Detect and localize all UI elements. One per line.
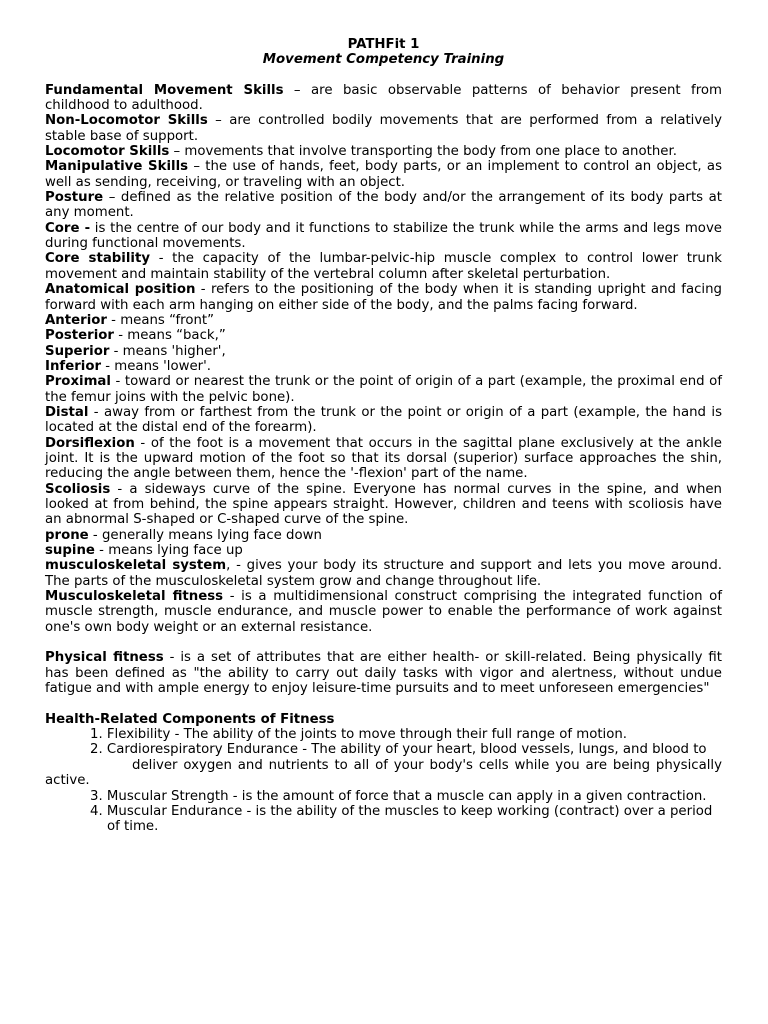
definition-item <box>45 543 722 558</box>
definition-term: Musculoskeletal fitness <box>45 589 224 605</box>
definition-item <box>45 528 722 543</box>
definition-item <box>45 221 722 252</box>
definition-item <box>45 144 722 159</box>
definition-item <box>45 558 722 589</box>
definition-text: - away from or farthest from the trunk or the point or origin of a part (example, the hand is located at the distal end of the forearm). <box>45 404 722 436</box>
definition-term: Fundamental Movement Skills <box>45 82 284 98</box>
definition-item <box>45 436 722 482</box>
definition-term: Posterior <box>45 328 114 344</box>
definition-term: musculoskeletal system <box>45 558 227 574</box>
definition-text: - is a multidimensional construct comprising the integrated function of muscle strength, muscle endurance, and muscle power to enable the performance of work against one's own body weight or an external resistance. <box>45 589 722 635</box>
physical-fitness-paragraph <box>45 650 722 696</box>
definition-text: - means “front” <box>106 312 215 328</box>
definition-term: Manipulative Skills <box>45 159 189 175</box>
list-item: 1. Flexibility - The ability of the joints to move through their full range of motion. <box>90 727 628 743</box>
spacer <box>45 696 722 711</box>
definition-term: Scoliosis <box>45 481 111 497</box>
definitions-list <box>45 83 722 635</box>
definition-item <box>45 344 722 359</box>
definition-term: Locomotor Skills <box>45 144 170 160</box>
definition-item <box>45 374 722 405</box>
list-item: 4. Muscular Endurance - is the ability of the muscles to keep working (contract) over a period <box>90 803 713 819</box>
definition-item <box>45 328 722 343</box>
definition-text: - means 'higher', <box>109 343 226 359</box>
definition-text: is the centre of our body and it functions to stabilize the trunk while the arms and legs move during functional movements. <box>45 220 722 252</box>
definition-term: Superior <box>45 343 110 359</box>
list-item-continuation: of time. <box>107 819 159 835</box>
list-item: 3. Muscular Strength - is the amount of force that a muscle can apply in a given contraction. <box>90 788 707 804</box>
definition-term: Core stability <box>45 251 151 267</box>
definition-term: supine <box>45 543 95 558</box>
definition-item <box>45 405 722 436</box>
definition-item <box>45 251 722 282</box>
section-heading: Health-Related Components of Fitness <box>45 711 335 727</box>
definition-term: Distal <box>45 404 89 420</box>
document-subtitle: Movement Competency Training <box>262 52 505 68</box>
definition-item <box>45 359 722 374</box>
definition-term: Posture <box>45 190 104 206</box>
definition-item <box>45 282 722 313</box>
definition-text: - means “back,” <box>113 328 226 344</box>
definition-text: - means 'lower'. <box>101 358 212 374</box>
list-item: 2. Cardiorespiratory Endurance - The ability of your heart, blood vessels, lungs, and blood to <box>90 742 707 758</box>
definition-term: prone <box>45 527 89 543</box>
definition-item <box>45 113 722 144</box>
definition-text: - is a set of attributes that are either health- or skill-related. Being physically fit has been defined as "the ability to carry out daily tasks with vigor and alertness, without undue fatigue and with ample energy to enjoy leisure-time pursuits and to meet unforeseen emergencies" <box>45 650 723 697</box>
definition-text: – are basic observable patterns of behavior present from childhood to adulthood. <box>45 82 722 114</box>
definition-term: Proximal <box>45 374 111 390</box>
definition-text: - of the foot is a movement that occurs in the sagittal plane exclusively at the ankle joint. It is the upward motion of the foot so that its dorsal (superior) surface approaches the shin, reducing the angle between them, hence the '-flexion' part of the name. <box>45 435 722 482</box>
definition-text: – are controlled bodily movements that are performed from a relatively stable base of support. <box>45 113 722 144</box>
spacer <box>45 635 722 650</box>
definition-item <box>45 482 722 528</box>
definition-term: Dorsiflexion <box>45 435 135 451</box>
definition-term: Core - <box>45 220 91 236</box>
definition-term: Inferior <box>45 358 102 374</box>
definition-item <box>45 313 722 328</box>
definition-text: - refers to the positioning of the body when it is standing upright and facing forward with each arm hanging on either side of the body, and the palms facing forward. <box>45 282 722 313</box>
definition-text: - toward or nearest the trunk or the point of origin of a part (example, the proximal end of the femur joins with the pelvic bone). <box>45 374 722 405</box>
definition-text: - means lying face up <box>94 543 243 558</box>
definition-text: , - gives your body its structure and support and lets you move around. The parts of the musculoskeletal system grow and change throughout life. <box>45 558 722 589</box>
document-page <box>45 37 722 835</box>
definition-term: Anterior <box>45 312 107 328</box>
definition-item <box>45 159 722 190</box>
definition-term: Anatomical position <box>45 282 196 298</box>
list-item-continuation: deliver oxygen and nutrients to all of your body's cells while you are being physically active. <box>45 757 722 789</box>
definition-text: – the use of hands, feet, body parts, or an implement to control an object, as well as sending, receiving, or traveling with an object. <box>45 159 723 190</box>
definition-item <box>45 190 722 221</box>
definition-text: - a sideways curve of the spine. Everyone has normal curves in the spine, and when looked at from behind, the spine appears straight. However, children and teens with scoliosis have an abnormal S-shaped or C-shaped curve of the spine. <box>45 481 722 528</box>
definition-term: Non-Locomotor Skills <box>45 113 208 129</box>
definition-text: – movements that involve transporting the body from one place to another. <box>169 144 677 160</box>
definition-item <box>45 589 722 635</box>
definition-text: – defined as the relative position of the body and/or the arrangement of its body parts at any moment. <box>45 190 722 221</box>
definition-term: Physical fitness <box>45 650 164 666</box>
definition-text: - the capacity of the lumbar-pelvic-hip muscle complex to control lower trunk movement and maintain stability of the vertebral column after skeletal perturbation. <box>45 251 722 282</box>
definition-text: - generally means lying face down <box>88 527 322 543</box>
definition-item <box>45 83 722 114</box>
document-title: PATHFit 1 <box>347 37 420 52</box>
